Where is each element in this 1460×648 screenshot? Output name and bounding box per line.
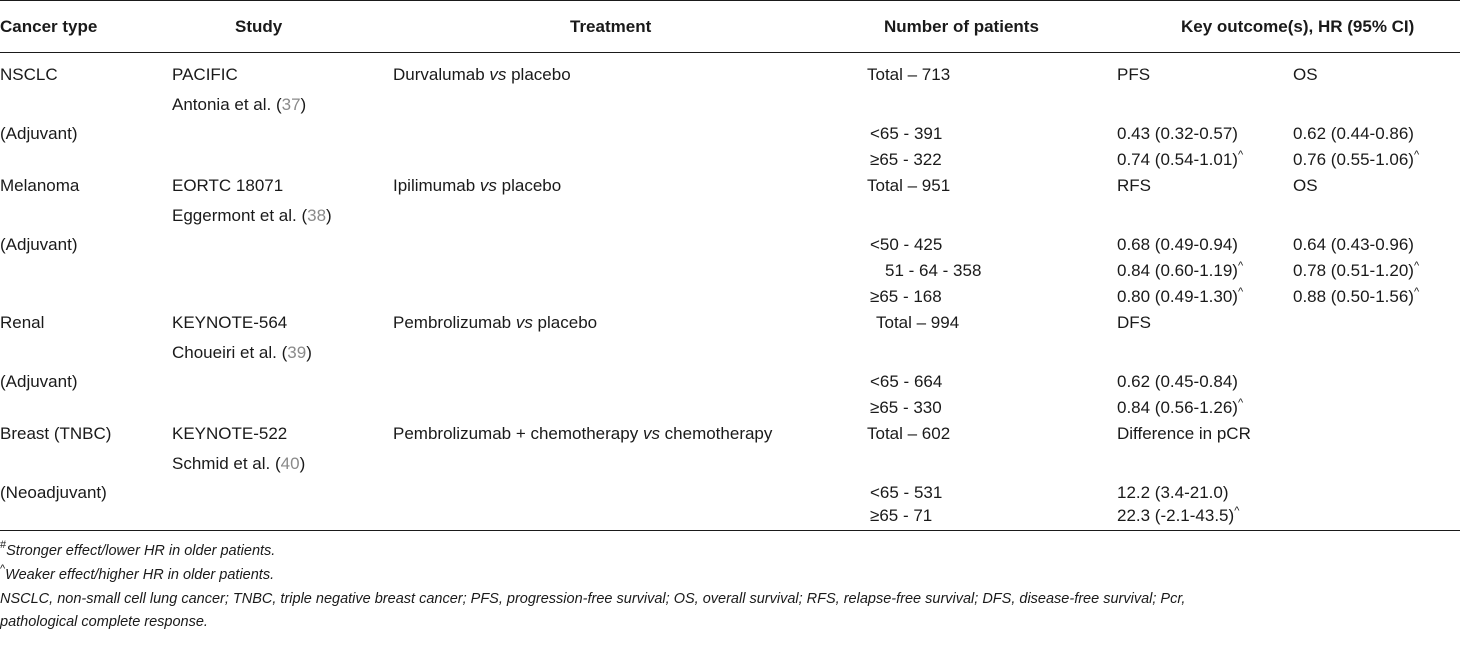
cancer-type: Renal <box>0 313 45 332</box>
header-treatment: Treatment <box>570 17 652 36</box>
cancer-type: Breast (TNBC) <box>0 424 112 443</box>
caret-mark: ^ <box>1237 397 1244 409</box>
authors: Schmid et al. ( <box>172 454 281 473</box>
outcome-label-b: OS <box>1293 65 1318 84</box>
outcome-value: 0.64 (0.43-0.96) <box>1293 235 1414 254</box>
setting: (Adjuvant) <box>0 372 78 391</box>
subgroup-label: ≥65 - 330 <box>870 398 942 417</box>
outcome-value: 0.62 (0.44-0.86) <box>1293 124 1414 143</box>
paren: ) <box>299 454 306 473</box>
patients-total: Total – 951 <box>867 176 951 195</box>
value: 0.84 (0.60-1.19) <box>1117 261 1238 280</box>
value: 0.80 (0.49-1.30) <box>1117 287 1238 306</box>
caret-mark: ^ <box>1413 260 1420 272</box>
reference-link[interactable]: 39 <box>287 343 307 362</box>
trial-name: KEYNOTE-564 <box>172 313 288 332</box>
trial-name: EORTC 18071 <box>172 176 284 195</box>
caret-mark: ^ <box>1237 286 1244 298</box>
outcome-value <box>1117 395 1243 421</box>
vs: vs <box>489 65 507 84</box>
outcome-label-a: DFS <box>1117 313 1151 332</box>
comparator: placebo <box>532 313 598 332</box>
authors: Antonia et al. ( <box>172 95 282 114</box>
comparator: placebo <box>506 65 571 84</box>
treatment <box>393 62 571 88</box>
subgroup-label: <65 - 391 <box>870 124 943 143</box>
setting: (Neoadjuvant) <box>0 483 107 502</box>
subgroup-label: ≥65 - 168 <box>870 287 942 306</box>
outcome-value: 0.62 (0.45-0.84) <box>1117 372 1238 391</box>
drug: Durvalumab <box>393 65 490 84</box>
paren: ) <box>306 343 312 362</box>
caret-mark: ^ <box>0 563 6 575</box>
caret-mark: ^ <box>1237 260 1244 272</box>
table-top-rule <box>0 0 1460 1</box>
outcome-value <box>1293 147 1419 173</box>
cancer-type: NSCLC <box>0 65 58 84</box>
outcome-value: 12.2 (3.4-21.0) <box>1117 483 1229 502</box>
subgroup-label: <65 - 664 <box>870 372 943 391</box>
paren: ) <box>300 95 307 114</box>
header-study: Study <box>235 17 283 36</box>
outcome-label-a: Difference in pCR <box>1117 424 1251 443</box>
caret-mark: ^ <box>1413 286 1420 298</box>
outcome-value <box>1117 284 1243 310</box>
hash-mark: # <box>0 539 7 551</box>
subgroup-label: 51 - 64 - 358 <box>885 261 982 280</box>
patients-total: Total – 994 <box>876 313 960 332</box>
outcome-label-b: OS <box>1293 176 1318 195</box>
value: 0.76 (0.55-1.06) <box>1293 150 1414 169</box>
subgroup-label: <65 - 531 <box>870 483 943 502</box>
drug: Pembrolizumab + chemotherapy <box>393 424 643 443</box>
comparator: chemotherapy <box>659 424 773 443</box>
outcome-label-a: PFS <box>1117 65 1151 84</box>
value: 0.78 (0.51-1.20) <box>1293 261 1414 280</box>
header-cancer-type: Cancer type <box>0 17 98 36</box>
outcome-value <box>1117 258 1243 284</box>
study-citation <box>172 340 312 366</box>
setting: (Adjuvant) <box>0 124 78 143</box>
caret-mark: ^ <box>1237 149 1244 161</box>
vs: vs <box>515 313 533 332</box>
value: 0.88 (0.50-1.56) <box>1293 287 1414 306</box>
vs: vs <box>642 424 660 443</box>
caret-mark: ^ <box>1234 505 1240 517</box>
outcome-value: 0.68 (0.49-0.94) <box>1117 235 1238 254</box>
value: 22.3 (-2.1-43.5) <box>1117 506 1235 525</box>
outcome-value <box>1293 284 1419 310</box>
authors: Eggermont et al. ( <box>172 206 308 225</box>
outcome-value <box>1117 503 1239 529</box>
outcome-label-a: RFS <box>1117 176 1151 195</box>
value: 0.74 (0.54-1.01) <box>1117 150 1238 169</box>
study-citation <box>172 451 305 477</box>
treatment <box>393 310 597 336</box>
caret-mark: ^ <box>1413 149 1420 161</box>
trial-name: PACIFIC <box>172 65 238 84</box>
footnote-caret <box>0 565 274 585</box>
footnote-abbreviations-2: pathological complete response. <box>0 614 208 630</box>
outcome-value: 0.43 (0.32-0.57) <box>1117 124 1238 143</box>
study-citation <box>172 203 332 229</box>
table-bottom-rule <box>0 530 1460 531</box>
authors: Choueiri et al. ( <box>172 343 288 362</box>
header-patients: Number of patients <box>884 17 1039 36</box>
footnote-text: Stronger effect/lower HR in older patients. <box>6 543 276 559</box>
subgroup-label: <50 - 425 <box>870 235 943 254</box>
outcome-value <box>1293 258 1419 284</box>
cancer-type: Melanoma <box>0 176 80 195</box>
header-outcome: Key outcome(s), HR (95% CI) <box>1181 17 1415 36</box>
subgroup-label: ≥65 - 71 <box>870 506 933 525</box>
vs: vs <box>479 176 497 195</box>
treatment <box>393 421 772 447</box>
footnote-hash <box>0 541 275 561</box>
reference-link[interactable]: 37 <box>281 95 301 114</box>
patients-total: Total – 602 <box>867 424 951 443</box>
setting: (Adjuvant) <box>0 235 78 254</box>
outcome-value <box>1117 147 1243 173</box>
comparator: placebo <box>496 176 562 195</box>
footnote-abbreviations-1: NSCLC, non-small cell lung cancer; TNBC, triple negative breast cancer; PFS, progression-free survival; OS, overall survival; RFS, relapse-free survival; DFS, disease-free survival; Pcr, <box>0 591 1186 607</box>
drug: Pembrolizumab <box>393 313 516 332</box>
treatment <box>393 173 561 199</box>
trial-name: KEYNOTE-522 <box>172 424 288 443</box>
paren: ) <box>326 206 332 225</box>
reference-link[interactable]: 40 <box>280 454 300 473</box>
drug: Ipilimumab <box>393 176 480 195</box>
study-citation <box>172 92 306 118</box>
subgroup-label: ≥65 - 322 <box>870 150 942 169</box>
reference-link[interactable]: 38 <box>307 206 327 225</box>
footnote-text: Weaker effect/higher HR in older patients. <box>5 567 275 583</box>
patients-total: Total – 713 <box>867 65 951 84</box>
value: 0.84 (0.56-1.26) <box>1117 398 1238 417</box>
header-rule <box>0 52 1460 53</box>
